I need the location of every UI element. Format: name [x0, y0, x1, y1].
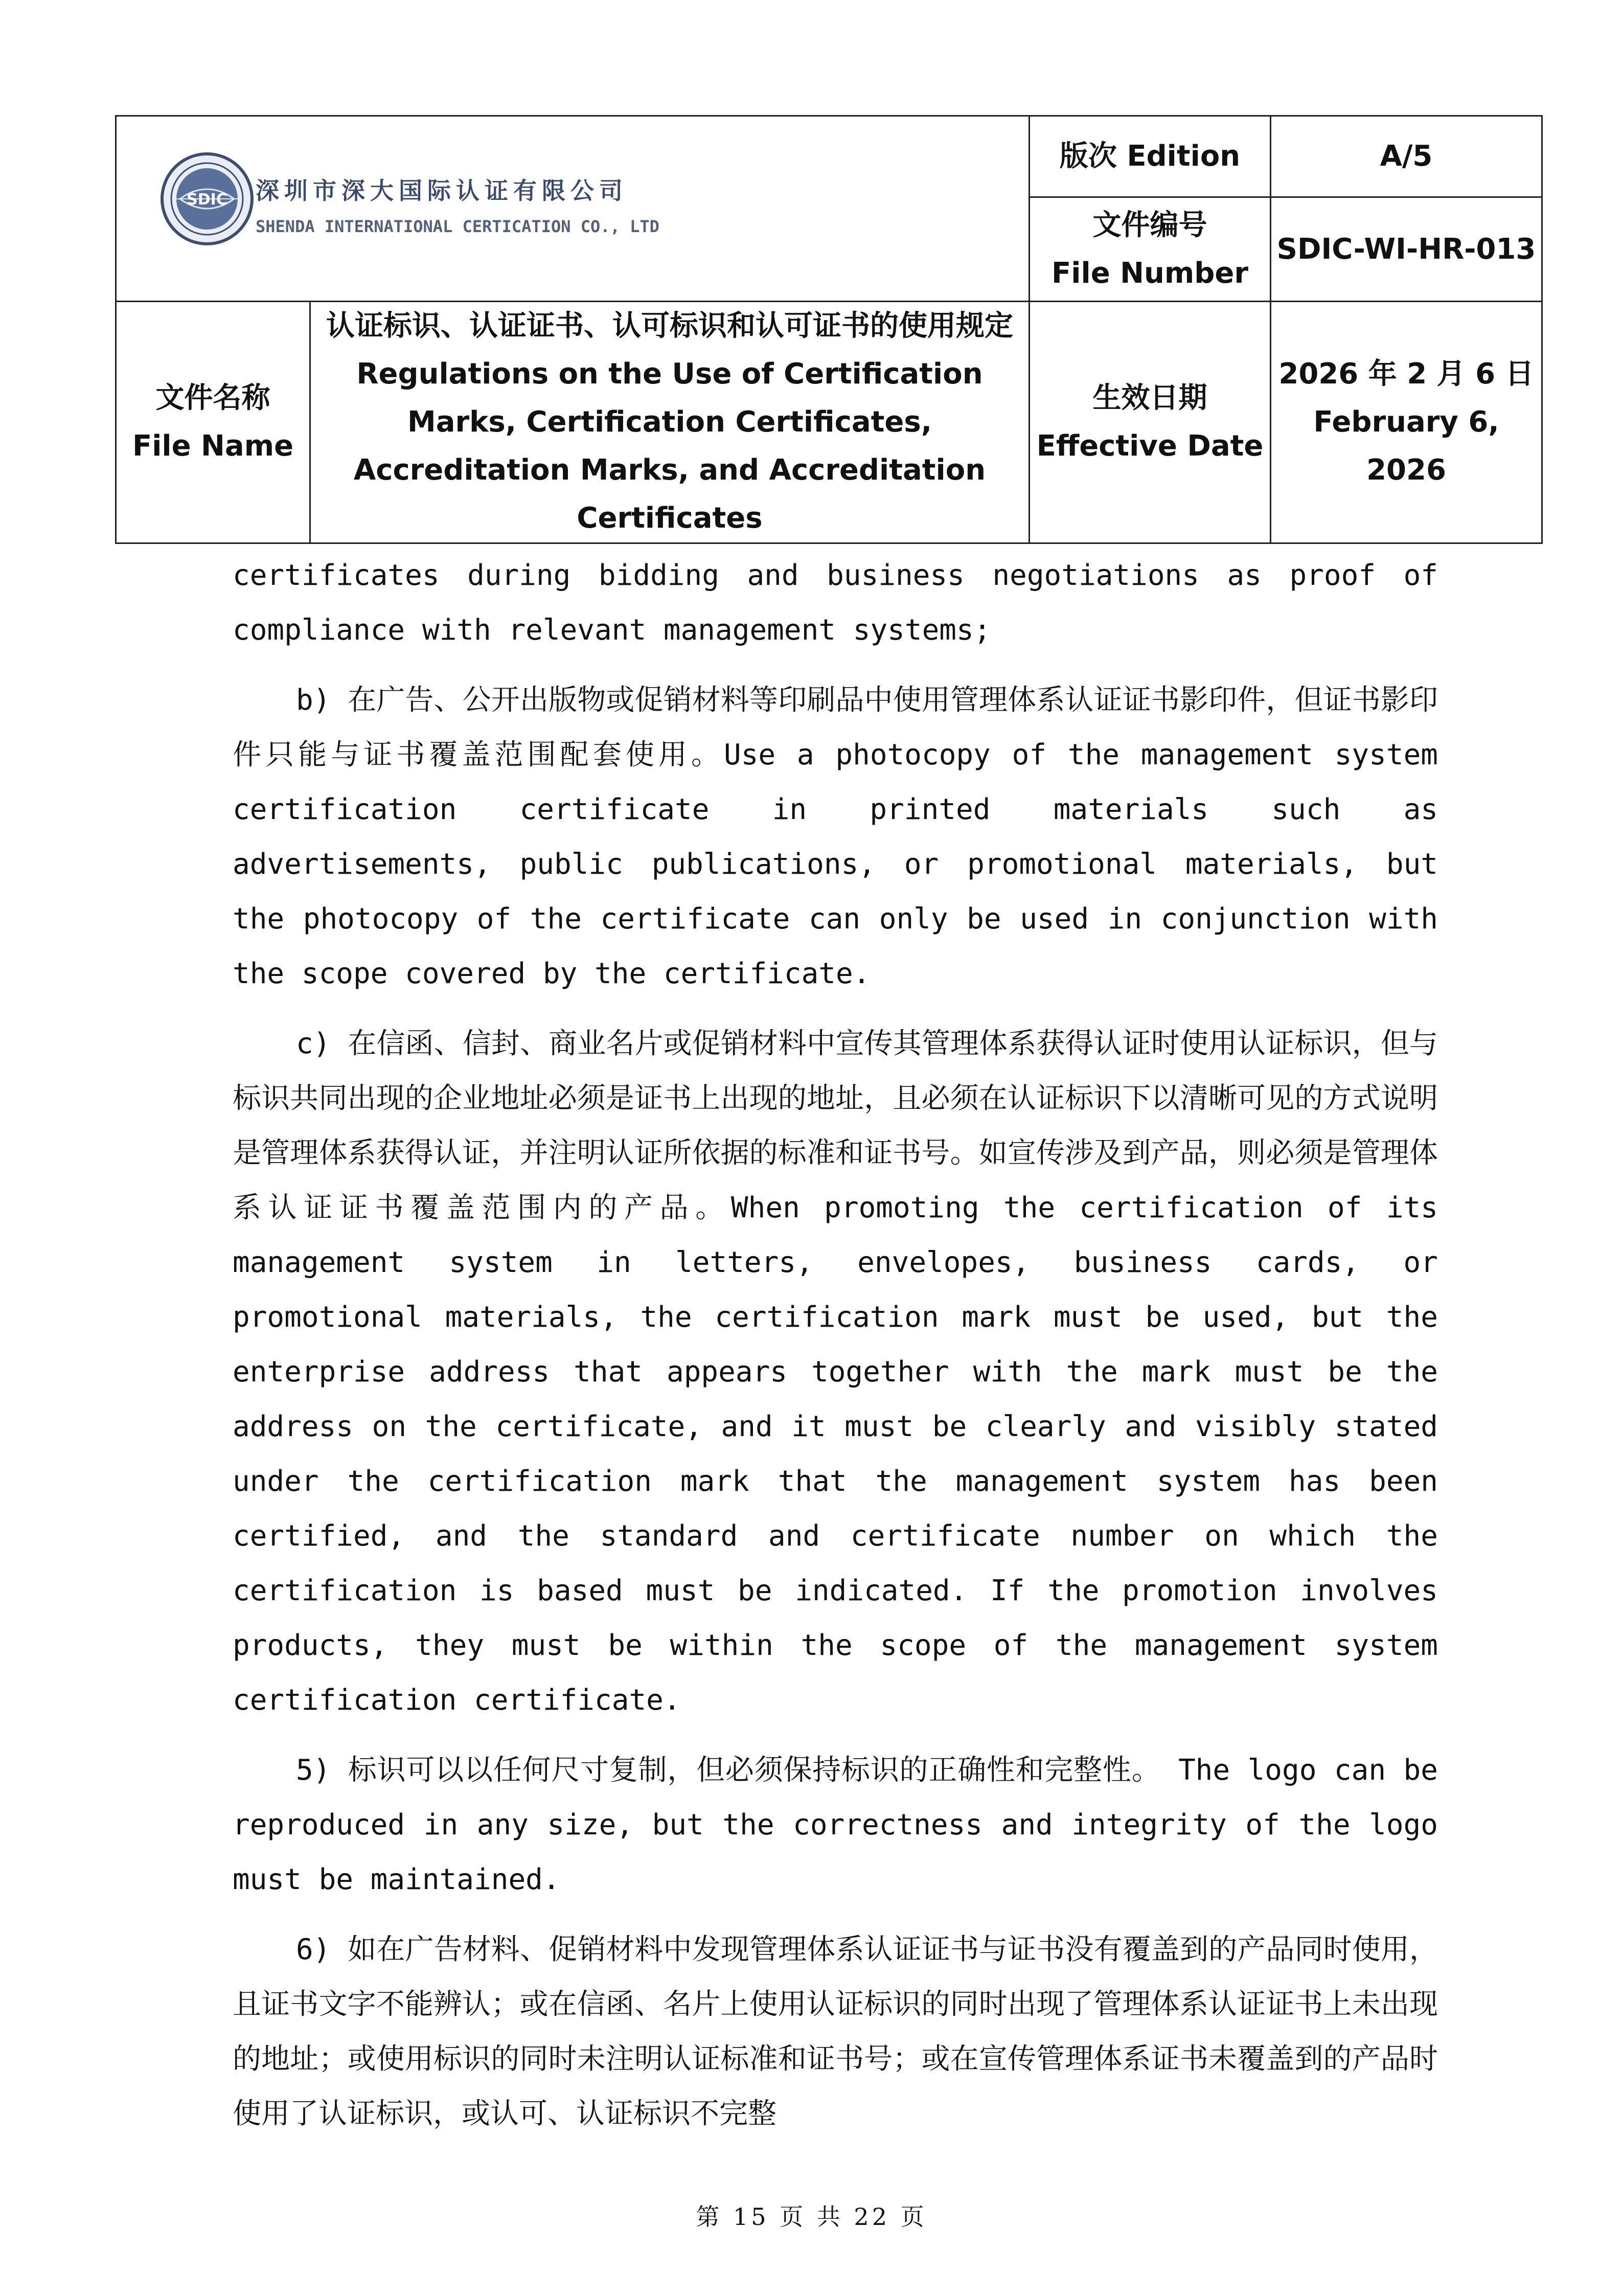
page-number: 第 15 页 共 22 页 [696, 2203, 927, 2231]
file-number-value: SDIC-WI-HR-013 [1271, 197, 1542, 302]
company-logo [159, 151, 255, 246]
company-logo-cell [116, 116, 1030, 302]
company-name-cn: 深圳市深大国际认证有限公司 [256, 177, 628, 204]
file-number-label: 文件编号 File Number [1030, 197, 1271, 302]
paragraph-item-6: 6) 如在广告材料、促销材料中发现管理体系认证证书与证书没有覆盖到的产品同时使用，且证书文字不能辨认；或在信函、名片上使用认证标识的同时出现了管理体系认证证书上未出现的地址；或使用标识的同时未注明认证标准和证书号；或在宣传管理体系证书未覆盖到的产品时使用了认证标识，或认可、认证标识不完整 [233, 1933, 1438, 2130]
paragraph-continuation: certificates during bidding and business negotiations as proof of compliance with relevant management systems; [233, 559, 1438, 647]
document-title: 认证标识、认证证书、认可标识和认可证书的使用规定 Regulations on the Use of Certification Marks, Certification Certificates, Accreditation Marks, and Accreditation Certificates [310, 302, 1030, 543]
document-body [233, 548, 1438, 2156]
svg-text:SDIC: SDIC [187, 191, 227, 209]
edition-value: A/5 [1271, 116, 1542, 197]
effective-date-value: 2026 年 2 月 6 日 February 6, 2026 [1271, 302, 1542, 543]
edition-label: 版次 Edition [1030, 116, 1271, 197]
company-name-en: SHENDA INTERNATIONAL CERTICATION CO., LTD [256, 217, 659, 236]
file-name-label: 文件名称 File Name [116, 302, 310, 543]
effective-date-label: 生效日期 Effective Date [1030, 302, 1271, 543]
document-header-table [115, 115, 1543, 544]
paragraph-item-b: b) 在广告、公开出版物或促销材料等印刷品中使用管理体系认证证书影印件，但证书影印件只能与证书覆盖范围配套使用。Use a photocopy of the management system certification certificate in printed materials such as advertisements, public publications, or promotional materials, but the photocopy of the certificate can only be used in conjunction with the scope covered by the certificate. [233, 684, 1438, 990]
paragraph-item-5: 5) 标识可以以任何尺寸复制，但必须保持标识的正确性和完整性。 The logo can be reproduced in any size, but the correctness and integrity of the logo must be maintained. [233, 1754, 1438, 1896]
paragraph-item-c: c) 在信函、信封、商业名片或促销材料中宣传其管理体系获得认证时使用认证标识，但与标识共同出现的企业地址必须是证书上出现的地址，且必须在认证标识下以清晰可见的方式说明是管理体系获得认证，并注明认证所依据的标准和证书号。如宣传涉及到产品，则必须是管理体系认证证书覆盖范围内的产品。When promoting the certification of its management system in letters, envelopes, business cards, or promotional materials, the certification mark must be used, but the enterprise address that appears together with the mark must be the address on the certificate, and it must be clearly and visibly stated under the certification mark that the management system has been certified, and the standard and certificate number on which the certification is based must be indicated. If the promotion involves products, they must be within the scope of the management system certification certificate. [233, 1027, 1438, 1717]
